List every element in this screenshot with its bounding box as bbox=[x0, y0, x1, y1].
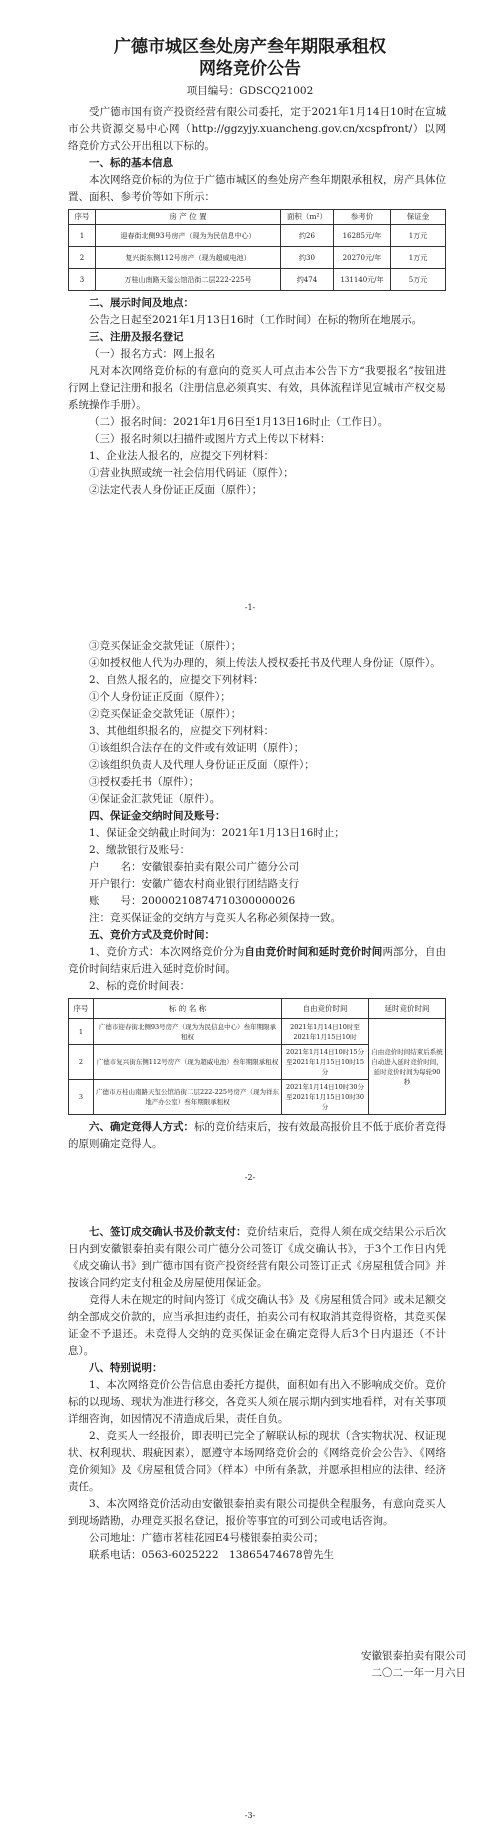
table-cell: 1 bbox=[69, 225, 96, 247]
table-cell: 复兴街东侧112号房产（现为超威电池） bbox=[96, 247, 281, 269]
account-number: 账 号：20000210874710300000026 bbox=[89, 895, 296, 907]
table-cell: 2021年1月14日10时至2021年1月15日10时 bbox=[282, 1019, 369, 1045]
section-6-heading: 六、确定竞得人方式： bbox=[89, 1121, 194, 1133]
table-row bbox=[69, 269, 446, 291]
section-6-text: 标的竞价结束后，按有效最高报价且不低于底价者竞得的原则确定竞得人。 bbox=[68, 1121, 446, 1150]
property-table-header bbox=[69, 210, 446, 225]
special-note: 1、本次网络竞价公告信息由委托方提供，面积如有出入不影响成交价。竞价标的以现场、现状为准进行移交，各竞买人须在展示期内到实地看样，对有关事项详细咨询，如因情况不清造成后果，责任自负。 bbox=[68, 1379, 446, 1425]
table-cell: 1 bbox=[69, 1019, 94, 1045]
section-1-heading: 一、标的基本信息 bbox=[89, 157, 173, 169]
section-4-heading: 四、保证金交纳时间及账号： bbox=[89, 810, 226, 822]
table-cell: 2021年1月14日10时15分至2021年1月15日10时15分 bbox=[282, 1045, 369, 1080]
table-header-cell: 序号 bbox=[69, 210, 96, 225]
table-cell: 约26 bbox=[281, 225, 334, 247]
material-line: 2、自然人报名的，应提交下列材料： bbox=[89, 674, 264, 686]
section-2-text: 公告之日起至2021年1月13日16时（工作时间）在标的物所在地展示。 bbox=[89, 314, 423, 326]
table-cell: 3 bbox=[69, 269, 96, 291]
section-2-heading: 二、展示时间及地点： bbox=[89, 297, 194, 309]
section-7-text: 竞价结束后，竞得人须在成交结果公示后次日内到安徽银泰拍卖有限公司广德分公司签订《成交确认书》，于3个工作日内凭《成交确认书》到广德市国有资产投资经营有限公司签订正式《房屋租赁合同》并按该合同约定支付租金及房屋使用保证金。 bbox=[68, 1226, 446, 1289]
section-6 bbox=[68, 1119, 446, 1153]
table-cell: 迎春街北侧93号房产（现为为民信息中心） bbox=[96, 225, 281, 247]
table-header-cell: 标 的 名 称 bbox=[94, 999, 282, 1019]
table-cell: 广德市迎春街北侧93号房产（现为为民信息中心）叁年期限承租权 bbox=[94, 1019, 282, 1045]
deposit-note: 注：竞买保证金的交纳方与竞买人名称必须保持一致。 bbox=[89, 912, 341, 924]
page-number: -1- bbox=[244, 603, 256, 612]
table-cell: 约474 bbox=[281, 269, 334, 291]
page-1 bbox=[0, 0, 500, 620]
bidding-schedule-table bbox=[68, 998, 446, 1115]
bidding-method-suffix: 两部分，自由竞价时间结束后进入延时竞价时间。 bbox=[68, 946, 447, 975]
table-header-cell: 保证金 bbox=[391, 210, 446, 225]
deposit-line: 2、缴款银行及账号： bbox=[89, 844, 191, 856]
material-line: ②竞买保证金交款凭证（原件）； bbox=[89, 708, 242, 720]
table-header-cell: 面积（m²） bbox=[281, 210, 334, 225]
document-title-line1: 广德市城区叁处房产叁年期限承租权 bbox=[114, 37, 386, 57]
table-cell: 广德市万桂山南路天玺公馆沿街二层222-225号房产（现为祥东地产办公室）叁年期限承租权 bbox=[94, 1080, 282, 1115]
project-number: 项目编号：GDSCQ21002 bbox=[186, 85, 314, 97]
table-header-cell: 延时竞价时间 bbox=[369, 999, 446, 1019]
material-line: ①个人身份证正反面（原件）； bbox=[89, 691, 231, 703]
special-note: 2、竞买人一经报价，即表明已完全了解联认标的现状（含实物状况、权证现状、权利现状、瑕疵因素），愿遵守本场网络竞价会的《网络竞价会公告》、《网络竞价须知》及《房屋租赁合同》（样本）中所有条款，并愿承担相应的法律、经济责任。 bbox=[68, 1430, 446, 1493]
table-cell: 2 bbox=[69, 1045, 94, 1080]
section-1-text: 本次网络竞价标的为位于广德市城区的叁处房产叁年期限承租权，房产具体位置、面积、参考价等如下所示： bbox=[68, 174, 446, 203]
material-line: ④保证金汇款凭证（原件）。 bbox=[89, 793, 221, 805]
page-number: -2- bbox=[244, 1173, 256, 1182]
section-3-line: ①营业执照或统一社会信用代码证（原件）； bbox=[89, 467, 294, 479]
table-cell: 广德市复兴街东侧112号房产（现为超威电池）叁年期限承租权 bbox=[94, 1045, 282, 1080]
page-2 bbox=[0, 620, 500, 1190]
section-5-heading: 五、竞价方式及竞价时间： bbox=[89, 929, 215, 941]
table-cell: 约30 bbox=[281, 247, 334, 269]
table-cell: 2021年1月14日10时30分至2021年1月15日10时30分 bbox=[282, 1080, 369, 1115]
table-header-cell: 序号 bbox=[69, 999, 94, 1019]
material-line: ①该组织合法存在的文件或有效证明（原件）； bbox=[89, 742, 305, 754]
company-address: 公司地址：广德市茗桂花园E4号楼银泰拍卖公司； bbox=[89, 1532, 324, 1544]
schedule-table-header bbox=[69, 999, 446, 1019]
contact-phone: 联系电话：0563-6025222 13865474678曾先生 bbox=[89, 1549, 335, 1561]
section-3-line: 凡对本次网络竞价标的有意向的竞买人可点击本公告下方“我要报名”按钮进行网上登记注册和报名（注册信息必须真实、有效，具体流程详见宣城市产权交易系统操作手册）。 bbox=[68, 365, 446, 411]
delay-note-cell: 自由竞价时间结束后系统自动进入延时竞价时间，延时竞价时间为每轮90秒 bbox=[369, 1019, 446, 1115]
table-cell: 20270元/年 bbox=[334, 247, 391, 269]
table-cell: 1万元 bbox=[391, 225, 446, 247]
page-3 bbox=[0, 1190, 500, 1828]
account-name: 户 名：安徽银泰拍卖有限公司广德分公司 bbox=[89, 861, 299, 873]
table-cell: 131140元/年 bbox=[334, 269, 391, 291]
table-cell: 1万元 bbox=[391, 247, 446, 269]
table-cell: 16285元/年 bbox=[334, 225, 391, 247]
account-bank: 开户银行：安徽广德农村商业银行团结路支行 bbox=[89, 878, 299, 890]
material-line: ②该组织负责人及代理人身份证正反面（原件）； bbox=[89, 759, 315, 771]
table-row bbox=[69, 247, 446, 269]
deposit-line: 1、保证金交纳截止时间为：2021年1月13日16时止； bbox=[89, 827, 345, 839]
material-line: ③授权委托书（原件）； bbox=[89, 776, 200, 788]
section-7-text-2: 竞得人未在规定的时间内签订《成交确认书》及《房屋租赁合同》或未足额交纳全部成交价款的，应当承担违约责任，拍卖公司有权取消其竞得资格，其竞买保证金不予退还。未竞得人交纳的竞买保证金在确定竞得人后3个日内退还（不计息）。 bbox=[68, 1294, 446, 1357]
table-header-cell: 自由竞价时间 bbox=[282, 999, 369, 1019]
bidding-schedule-label: 2、标的竞价时间表： bbox=[89, 980, 191, 992]
table-row bbox=[69, 1019, 446, 1045]
section-3-line: （三）报名时须以扫描件或图片方式上传以下材料： bbox=[89, 433, 331, 445]
document-title-line2: 网络竞价公告 bbox=[199, 59, 301, 79]
page-number: -3- bbox=[244, 1811, 256, 1820]
material-line: ③竞买保证金交款凭证（原件）； bbox=[89, 640, 242, 652]
property-table bbox=[68, 209, 446, 291]
table-header-cell: 参考价 bbox=[334, 210, 391, 225]
section-7 bbox=[68, 1224, 446, 1292]
table-cell: 万桂山南路天玺公馆沿街二层222-225号 bbox=[96, 269, 281, 291]
table-cell: 2 bbox=[69, 247, 96, 269]
section-3-line: ②法定代表人身份证正反面（原件）； bbox=[89, 484, 263, 496]
signer-name: 安徽银泰拍卖有限公司 bbox=[361, 1650, 466, 1662]
section-3-line: （一）报名方式：网上报名 bbox=[89, 348, 215, 360]
material-line: ④如授权他人代为办理的，须上传法人授权委托书及代理人身份证（原件）。 bbox=[89, 657, 441, 669]
section-3-line: 1、企业法人报名的，应提交下列材料： bbox=[89, 450, 275, 462]
bidding-method-bold: 自由竞价时间和延时竞价时间 bbox=[244, 946, 383, 958]
table-header-cell: 房 产 位 置 bbox=[96, 210, 281, 225]
material-line: 3、其他组织报名的，应提交下列材料： bbox=[89, 725, 275, 737]
bidding-method-prefix: 1、竞价方式：本次网络竞价分为 bbox=[89, 946, 245, 958]
table-row bbox=[69, 225, 446, 247]
section-7-heading: 七、签订成交确认书及价款支付： bbox=[89, 1226, 247, 1238]
special-note: 3、本次网络竞价活动由安徽银泰拍卖有限公司提供全程服务，有意向竞买人到现场踏勘，办理竞买报名登记，报价等事宜的可到公司或电话咨询。 bbox=[68, 1498, 446, 1527]
bidding-method bbox=[68, 944, 446, 978]
intro-paragraph: 受广德市国有资产投资经营有限公司委托，定于2021年1月14日10时在宣城市公共资源交易中心网（http://ggzyjy.xuancheng.gov.cn/xcspfront/）以网络竞价方式公开出租以下标的。 bbox=[68, 106, 446, 152]
section-3-heading: 三、注册及报名登记 bbox=[89, 331, 184, 343]
section-8-heading: 八、特别说明： bbox=[89, 1362, 163, 1374]
table-cell: 3 bbox=[69, 1080, 94, 1115]
section-3-line: （二）报名时间：2021年1月6日至1月13日16时止（工作日）。 bbox=[89, 416, 389, 428]
signing-date: 二〇二一年一月六日 bbox=[371, 1667, 466, 1679]
table-cell: 5万元 bbox=[391, 269, 446, 291]
